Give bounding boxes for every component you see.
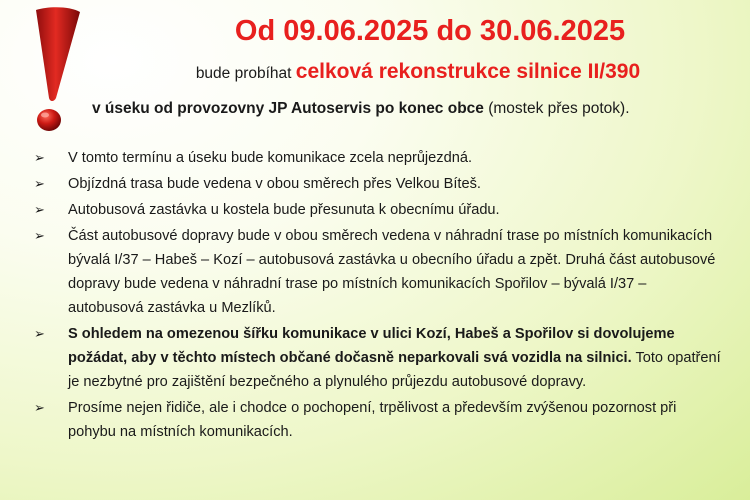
item-bold: S ohledem na omezenou šířku komunikace v ulici Kozí, Habeš a Spořilov si dovolujeme požádat, aby v těchto místech občané dočasně neparkovali svá vozidla na silnici. [68,326,675,366]
item-text: Toto opatření je nezbytné pro zajištění bezpečného a plynulého průjezdu autobusové dopravy. [68,350,721,390]
section-normal: (mostek přes potok). [483,100,630,117]
bullet-list [34,146,724,446]
arrow-bullet-icon: ➢ [34,326,45,341]
arrow-bullet-icon: ➢ [34,150,45,165]
list-item [34,396,724,444]
item-text: V tomto termínu a úseku bude komunikace zcela neprůjezdná. [68,150,472,166]
reconstruction-title: celková rekonstrukce silnice II/390 [295,60,641,83]
list-item [34,146,724,170]
subline-prefix: bude probíhat [195,65,296,82]
arrow-bullet-icon: ➢ [34,400,45,415]
announcement-subline [138,58,698,88]
exclamation-icon [22,6,82,134]
item-text: Autobusová zastávka u kostela bude přesunuta k obecnímu úřadu. [68,202,500,218]
arrow-bullet-icon: ➢ [34,176,45,191]
list-item [34,198,724,222]
section-description [92,97,742,121]
list-item [34,224,724,320]
item-text: Část autobusové dopravy bude v obou směrech vedena v náhradní trase po místních komunikacích bývalá I/37 – Habeš – Kozí – autobusová zastávka u obecního úřadu a zpět. Druhá část autobusové dopravy bude vedena v náhradní trase po místních komunikacích Spořilov – bývalá I/37 – autobusová zastávka u Mezlíků. [68,228,716,316]
section-bold: v úseku od provozovny JP Autoservis po konec obce [92,100,484,117]
arrow-bullet-icon: ➢ [34,228,45,243]
item-text: Prosíme nejen řidiče, ale i chodce o pochopení, trpělivost a především zvýšenou pozornost při pohybu na místních komunikacích. [68,400,677,440]
item-text: Objízdná trasa bude vedena v obou směrech přes Velkou Bíteš. [68,176,481,192]
arrow-bullet-icon: ➢ [34,202,45,217]
list-item [34,172,724,196]
date-range-headline: Od 09.06.2025 do 30.06.2025 [234,15,626,47]
list-item [34,322,724,394]
